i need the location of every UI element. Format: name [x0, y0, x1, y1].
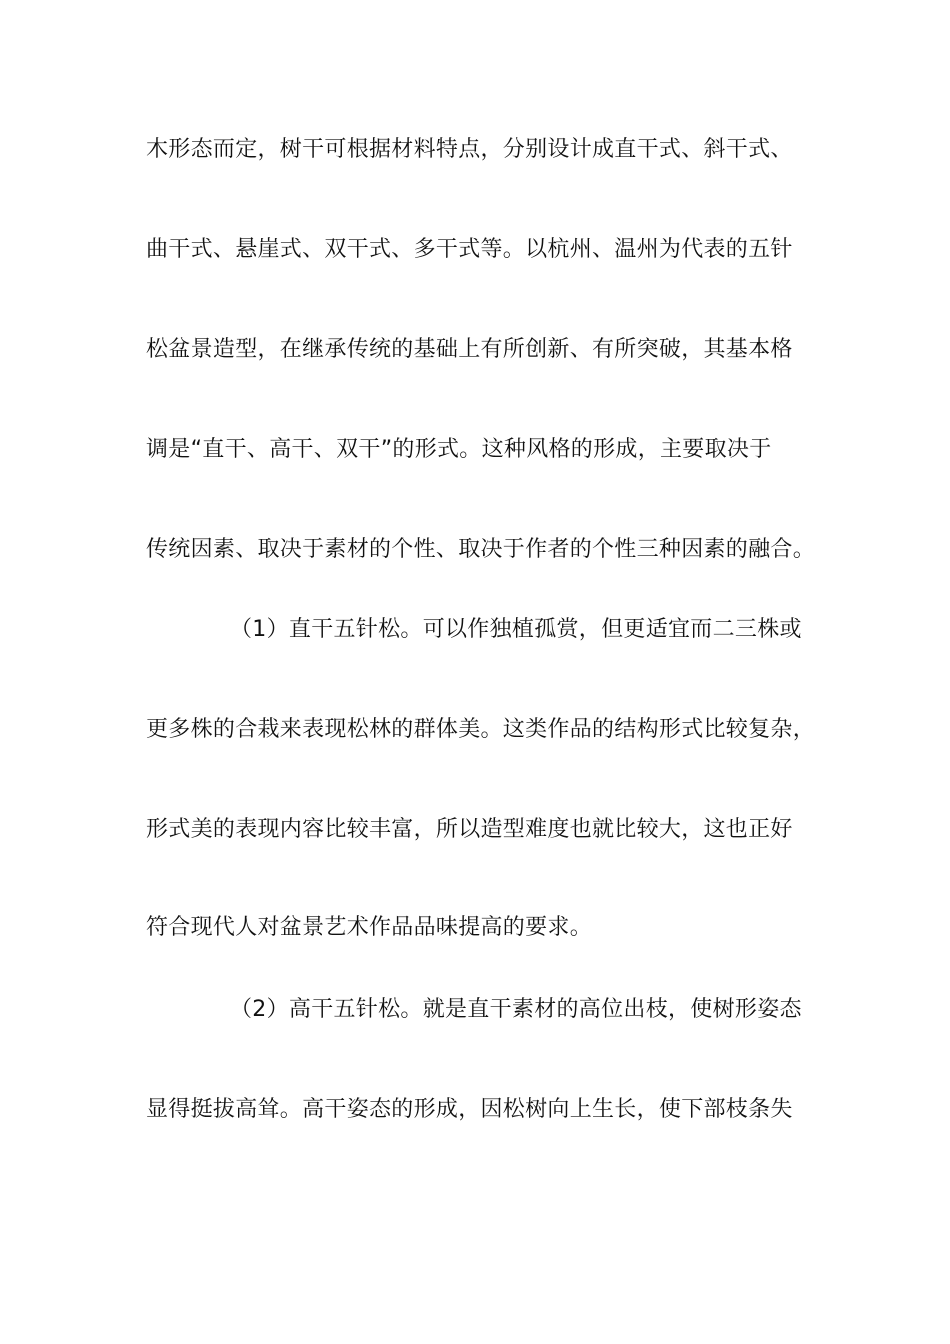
text-line: 木形态而定，树干可根据材料特点，分别设计成直干式、斜干式、 — [146, 137, 793, 162]
text-line: 显得挺拔高耸。高干姿态的形成，因松树向上生长，使下部枝条失 — [146, 1097, 793, 1122]
text-line: 更多株的合栽来表现松林的群体美。这类作品的结构形式比较复杂， — [146, 717, 816, 742]
text-line: 松盆景造型，在继承传统的基础上有所创新、有所突破，其基本格 — [146, 337, 793, 362]
paragraph-start-line: （1）直干五针松。可以作独植孤赏，但更适宜而二三株或 — [230, 617, 802, 642]
text-line: 符合现代人对盆景艺术作品品味提高的要求。 — [146, 915, 593, 940]
text-line: 形式美的表现内容比较丰富，所以造型难度也就比较大，这也正好 — [146, 817, 793, 842]
text-line: 调是“直干、高干、双干”的形式。这种风格的形成，主要取决于 — [146, 437, 772, 462]
text-line: 传统因素、取决于素材的个性、取决于作者的个性三种因素的融合。 — [146, 537, 816, 562]
text-line: 曲干式、悬崖式、双干式、多干式等。以杭州、温州为代表的五针 — [146, 237, 793, 262]
paragraph-start-line: （2）高干五针松。就是直干素材的高位出枝，使树形姿态 — [230, 997, 802, 1022]
